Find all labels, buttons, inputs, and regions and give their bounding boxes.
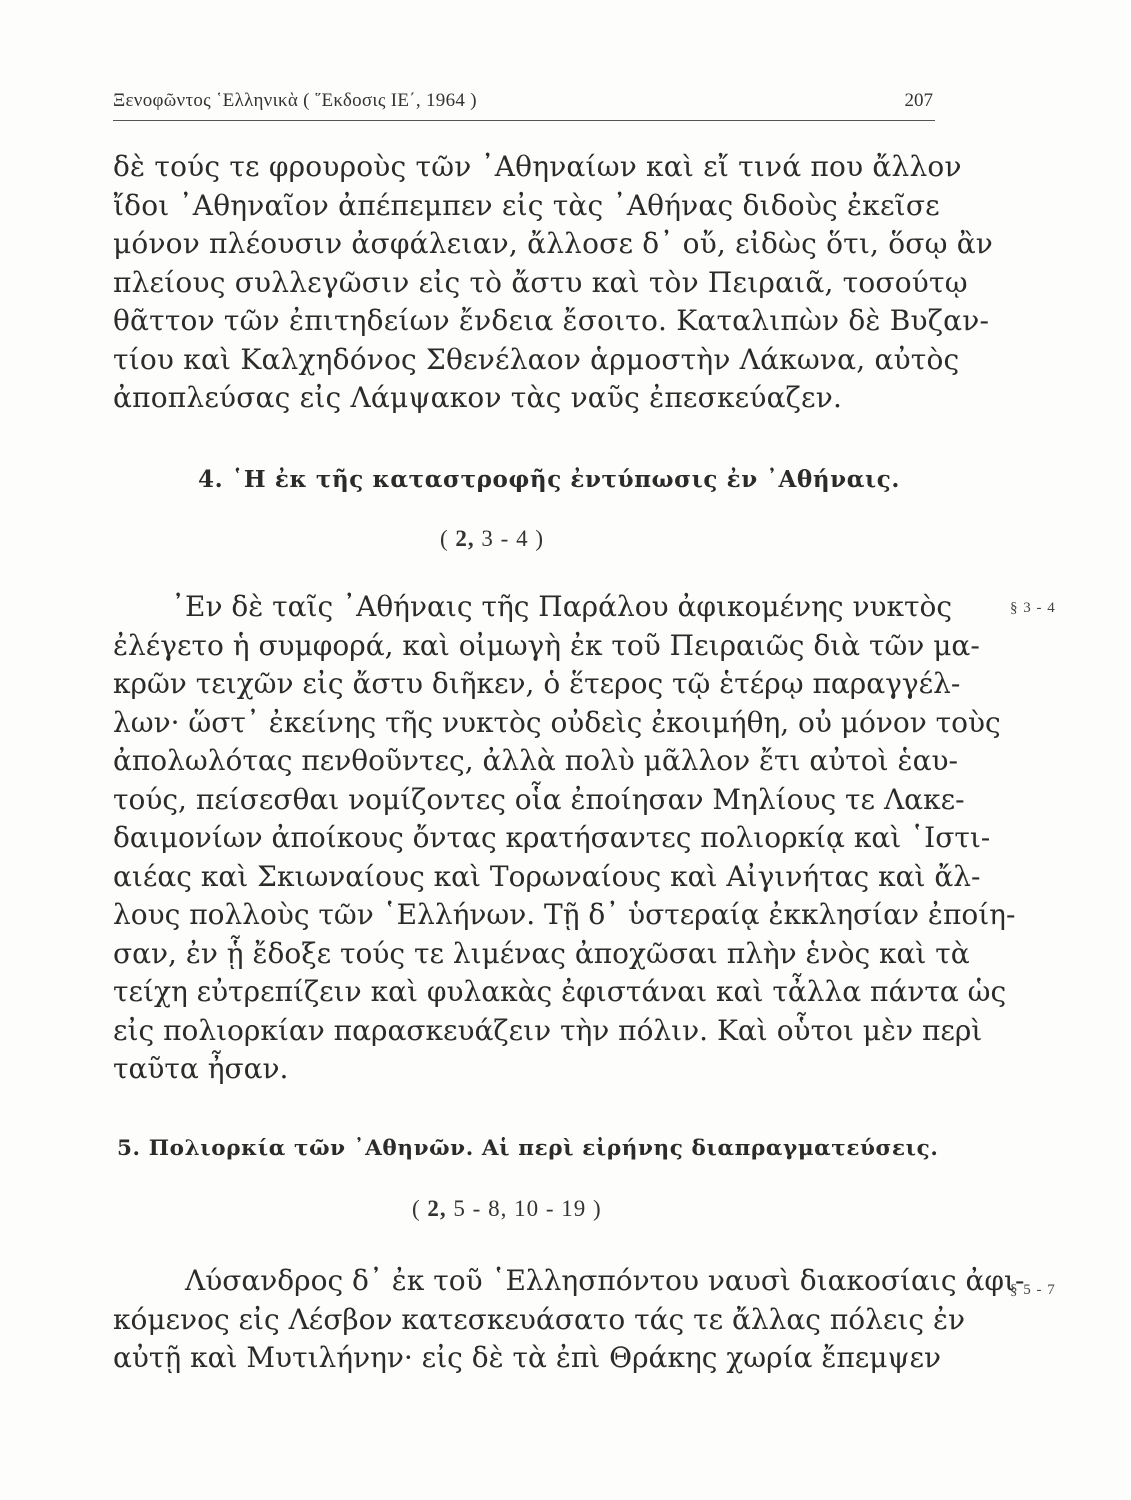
text-line: μόνον πλέουσιν ἀσφάλειαν, ἄλλοσε δ᾿ οὔ, εἰδὼς ὅτι, ὅσῳ ἂν <box>113 227 994 260</box>
section-5-body <box>113 1262 1025 1378</box>
ref-open-paren: ( <box>412 1196 421 1221</box>
text-line: αὐτῇ καὶ Μυτιλήνην· εἰς δὲ τὰ ἐπὶ Θράκης χωρία ἔπεμψεν <box>113 1341 941 1374</box>
section-4-reference <box>440 526 544 552</box>
section-4-heading: 4. ῾Η ἐκ τῆς καταστροφῆς ἐντύπωσις ἐν ᾿Αθήναις. <box>198 466 900 493</box>
text-line: κόμενος εἰς Λέσβον κατεσκευάσατο τάς τε ἄλλας πόλεις ἐν <box>113 1302 966 1336</box>
header-divider <box>113 120 935 121</box>
text-line: τίου καὶ Καλχηδόνος Σθενέλαον ἁρμοστὴν Λάκωνα, αὐτὸς <box>113 342 960 376</box>
section-5-reference <box>412 1196 602 1222</box>
ref-sections: 3 - 4 <box>481 526 529 551</box>
text-line: λων· ὥστ᾿ ἐκείνης τῆς νυκτὸς οὐδεὶς ἐκοιμήθη, οὐ μόνον τοὺς <box>113 705 1001 739</box>
ref-book: 2, <box>455 526 475 551</box>
text-line: τείχη εὐτρεπίζειν καὶ φυλακὰς ἐφιστάναι καὶ τἆλλα πάντα ὡς <box>113 975 1007 1008</box>
margin-note-section-5: § 5 - 7 <box>1010 1282 1056 1298</box>
text-line: ἐλέγετο ἡ συμφορά, καὶ οἰμωγὴ ἐκ τοῦ Πειραιῶς διὰ τῶν μα- <box>113 628 980 662</box>
text-line: ᾿Εν δὲ ταῖς ᾿Αθήναις τῆς Παράλου ἀφικομένης νυκτὸς <box>171 590 953 623</box>
text-line: εἰς πολιορκίαν παρασκευάζειν τὴν πόλιν. Καὶ οὗτοι μὲν περὶ <box>113 1013 983 1047</box>
page-number: 207 <box>904 90 933 111</box>
section-5-heading: 5. Πολιορκία τῶν ᾿Αθηνῶν. Αἱ περὶ εἰρήνης διαπραγματεύσεις. <box>117 1136 939 1161</box>
text-line: ἀποπλεύσας εἰς Λάμψακον τὰς ναῦς ἐπεσκεύαζεν. <box>113 381 843 414</box>
text-line: ἴδοι ᾿Αθηναῖον ἀπέπεμπεν εἰς τὰς ᾿Αθήνας διδοὺς ἐκεῖσε <box>113 188 940 222</box>
running-header-title: Ξενοφῶντος ῾Ελληνικὰ ( ῞Εκδοσις ΙΕ΄, 1964 ) <box>113 90 477 111</box>
paragraph-continuation <box>113 148 994 418</box>
running-header <box>113 86 933 116</box>
section-4-body <box>113 588 1016 1089</box>
text-line: σαν, ἐν ᾗ ἔδοξε τούς τε λιμένας ἀποχῶσαι πλὴν ἑνὸς καὶ τὰ <box>113 936 970 970</box>
text-line: κρῶν τειχῶν εἰς ἄστυ διῆκεν, ὁ ἕτερος τῷ ἑτέρῳ παραγγέλ- <box>113 667 961 700</box>
ref-open-paren: ( <box>440 526 449 551</box>
text-line: αιέας καὶ Σκιωναίους καὶ Τορωναίους καὶ Αἰγινήτας καὶ ἄλ- <box>113 859 981 893</box>
text-line: λους πολλοὺς τῶν ῾Ελλήνων. Τῇ δ᾿ ὑστεραίᾳ ἐκκλησίαν ἐποίη- <box>113 898 1016 931</box>
text-line: πλείους συλλεγῶσιν εἰς τὸ ἄστυ καὶ τὸν Πειραιᾶ, τοσούτῳ <box>113 265 968 299</box>
margin-note-section-4: § 3 - 4 <box>1010 600 1056 616</box>
text-line: τούς, πείσεσθαι νομίζοντες οἷα ἐποίησαν Μηλίους τε Λακε- <box>113 782 965 816</box>
ref-book: 2, <box>427 1196 447 1221</box>
ref-sections: 5 - 8, 10 - 19 <box>453 1196 587 1221</box>
text-line: ταῦτα ἦσαν. <box>113 1052 289 1085</box>
ref-close-paren: ) <box>535 526 545 551</box>
text-line: θᾶττον τῶν ἐπιτηδείων ἔνδεια ἔσοιτο. Καταλιπὼν δὲ Βυζαν- <box>113 304 990 337</box>
ref-close-paren: ) <box>593 1196 602 1221</box>
text-line: ἀπολωλότας πενθοῦντες, ἀλλὰ πολὺ μᾶλλον ἔτι αὐτοὶ ἑαυ- <box>113 744 958 777</box>
text-line: Λύσανδρος δ᾿ ἐκ τοῦ ῾Ελλησπόντου ναυσὶ διακοσίαις ἀφι- <box>185 1264 1025 1297</box>
text-line: δαιμονίων ἀποίκους ὄντας κρατήσαντες πολιορκίᾳ καὶ ῾Ιστι- <box>113 821 991 854</box>
text-line: δὲ τούς τε φρουροὺς τῶν ᾿Αθηναίων καὶ εἴ τινά που ἄλλον <box>113 150 962 183</box>
